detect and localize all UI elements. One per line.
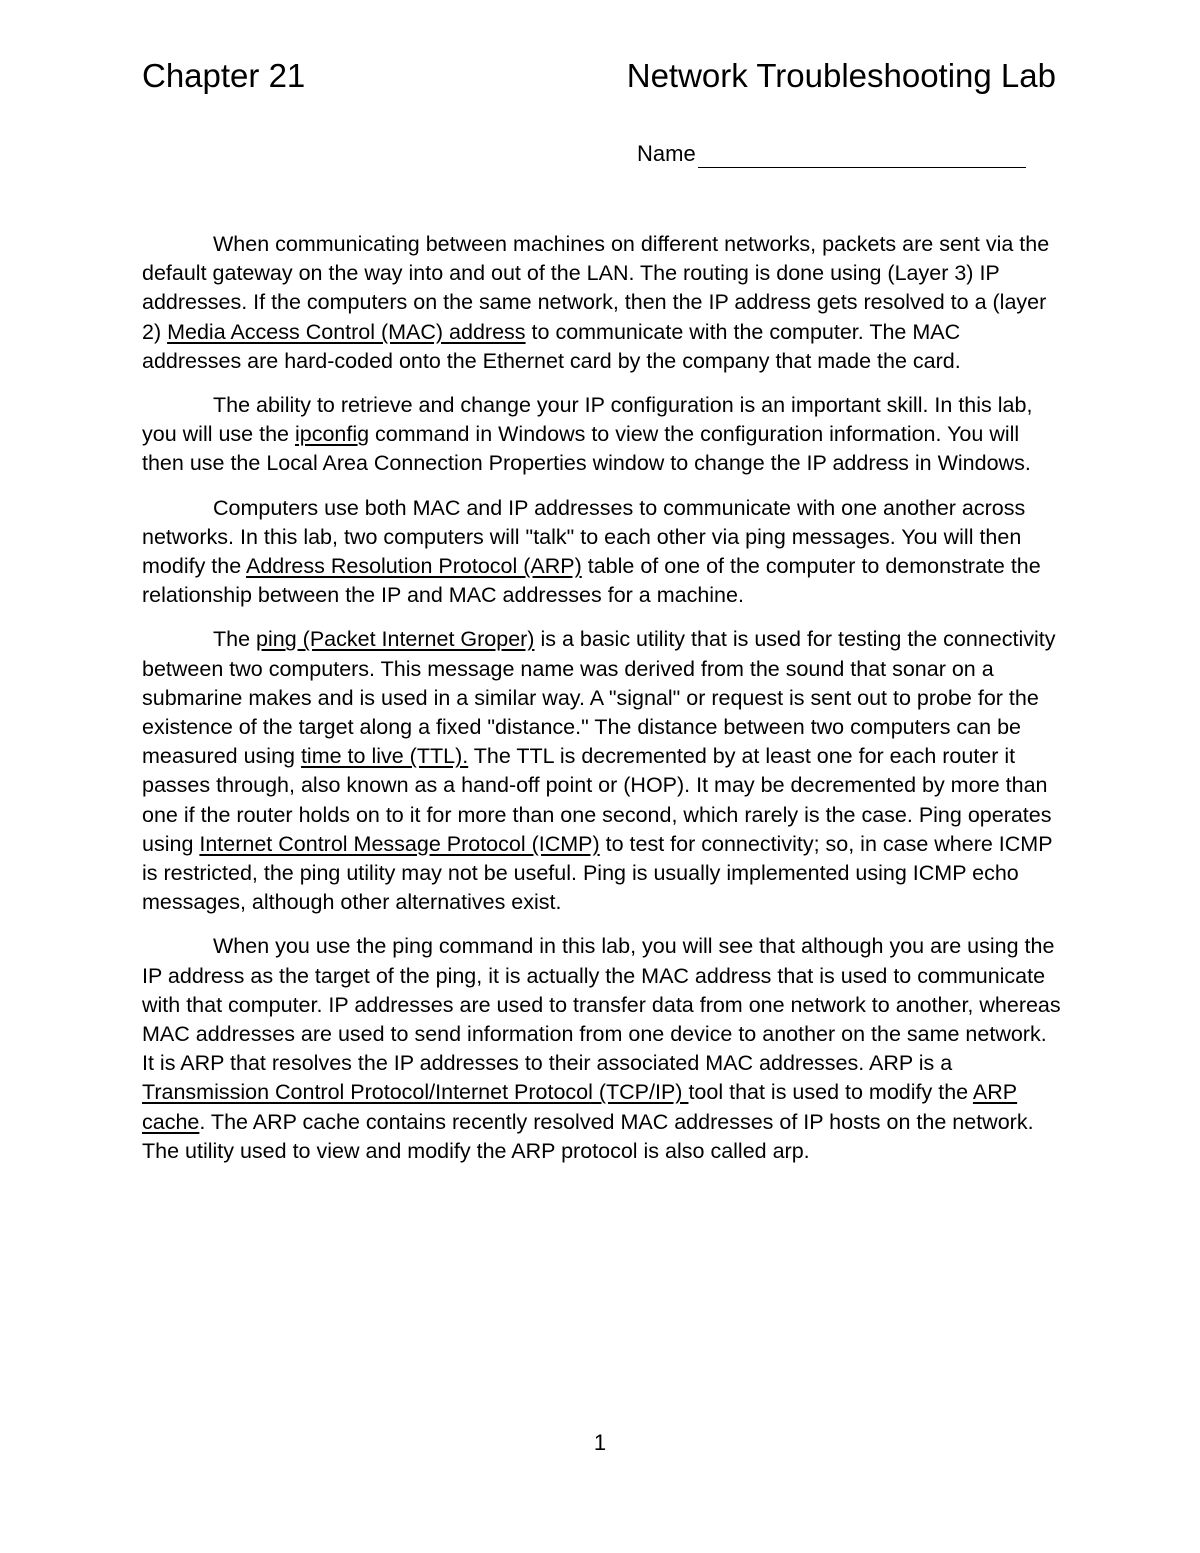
name-field-row — [637, 140, 1026, 168]
term-arp: Address Resolution Protocol (ARP) — [245, 554, 582, 579]
page-number: 1 — [593, 1430, 607, 1455]
term-tcp-ip: Transmission Control Protocol/Internet Protocol (TCP/IP) — [142, 1080, 689, 1105]
page-header — [142, 56, 1056, 96]
paragraph-intro: When communicating between machines on different networks, packets are sent via the default gateway on the way into and out of the LAN. The routing is done using (Layer 3) IP addresses. If the computers on the same network, then the IP address gets resolved to a (layer 2) Media Access Control (MAC) address to communicate with the computer. The MAC addresses are hard-coded onto the Ethernet card by the company that made the card. — [142, 232, 1050, 373]
term-icmp: Internet Control Message Protocol (ICMP) — [199, 831, 600, 856]
paragraph-arp-cache: When you use the ping command in this lab, you will see that although you are using the IP address as the target of the ping, it is actually the MAC address that is used to communicate with that computer. IP addresses are used to transfer data from one network to another, whereas MAC addresses are used to send information from one device to another on the same network. It is ARP that resolves the IP addresses to their associated MAC addresses. ARP is a Transmission Control Protocol/Internet Protocol (TCP/IP) tool that is used to modify the ARP cache. The ARP cache contains recently resolved MAC addresses of IP hosts on the network. The utility used to view and modify the ARP protocol is also called arp. — [142, 934, 1061, 1163]
document-title: Network Troubleshooting Lab — [626, 57, 1056, 94]
term-ttl: time to live (TTL). — [300, 744, 469, 769]
paragraph-ipconfig: The ability to retrieve and change your IP configuration is an important skill. In this lab, you will use the ipconfig command in Windows to view the configuration information. You will then use the Local Area Connection Properties window to change the IP address in Windows. — [142, 393, 1033, 476]
term-arp-cache: ARP cache — [142, 1080, 1018, 1134]
term-ipconfig: ipconfig — [294, 422, 370, 447]
term-mac-address: Media Access Control (MAC) address — [167, 319, 526, 344]
name-blank-line — [698, 145, 1026, 168]
chapter-label: Chapter 21 — [142, 57, 306, 94]
name-label: Name — [637, 141, 696, 166]
paragraph-arp-intro: Computers use both MAC and IP addresses to communicate with one another across networks. In this lab, two computers will "talk" to each other via ping messages. You will then modify the Address Resolution Protocol (ARP) table of one of the computer to demonstrate the relationship between the IP and MAC addresses for a machine. — [142, 495, 1041, 608]
term-ping: ping (Packet Internet Groper) — [256, 627, 535, 652]
paragraph-ping: The ping (Packet Internet Groper) is a basic utility that is used for testing the connectivity between two computers. This message name was derived from the sound that sonar on a submarine makes and is used in a similar way. A "signal" or request is sent out to probe for the existence of the target along a fixed "distance." The distance between two computers can be measured using time to live (TTL). The TTL is decremented by at least one for each router it passes through, also known as a hand-off point or (HOP). It may be decremented by more than one if the router holds on to it for more than one second, which rarely is the case. Ping operates using Internet Control Message Protocol (ICMP) to test for connectivity; so, in case where ICMP is restricted, the ping utility may not be useful. Ping is usually implemented using ICMP echo messages, although other alternatives exist. — [142, 627, 1056, 915]
document-body — [142, 230, 1062, 1181]
